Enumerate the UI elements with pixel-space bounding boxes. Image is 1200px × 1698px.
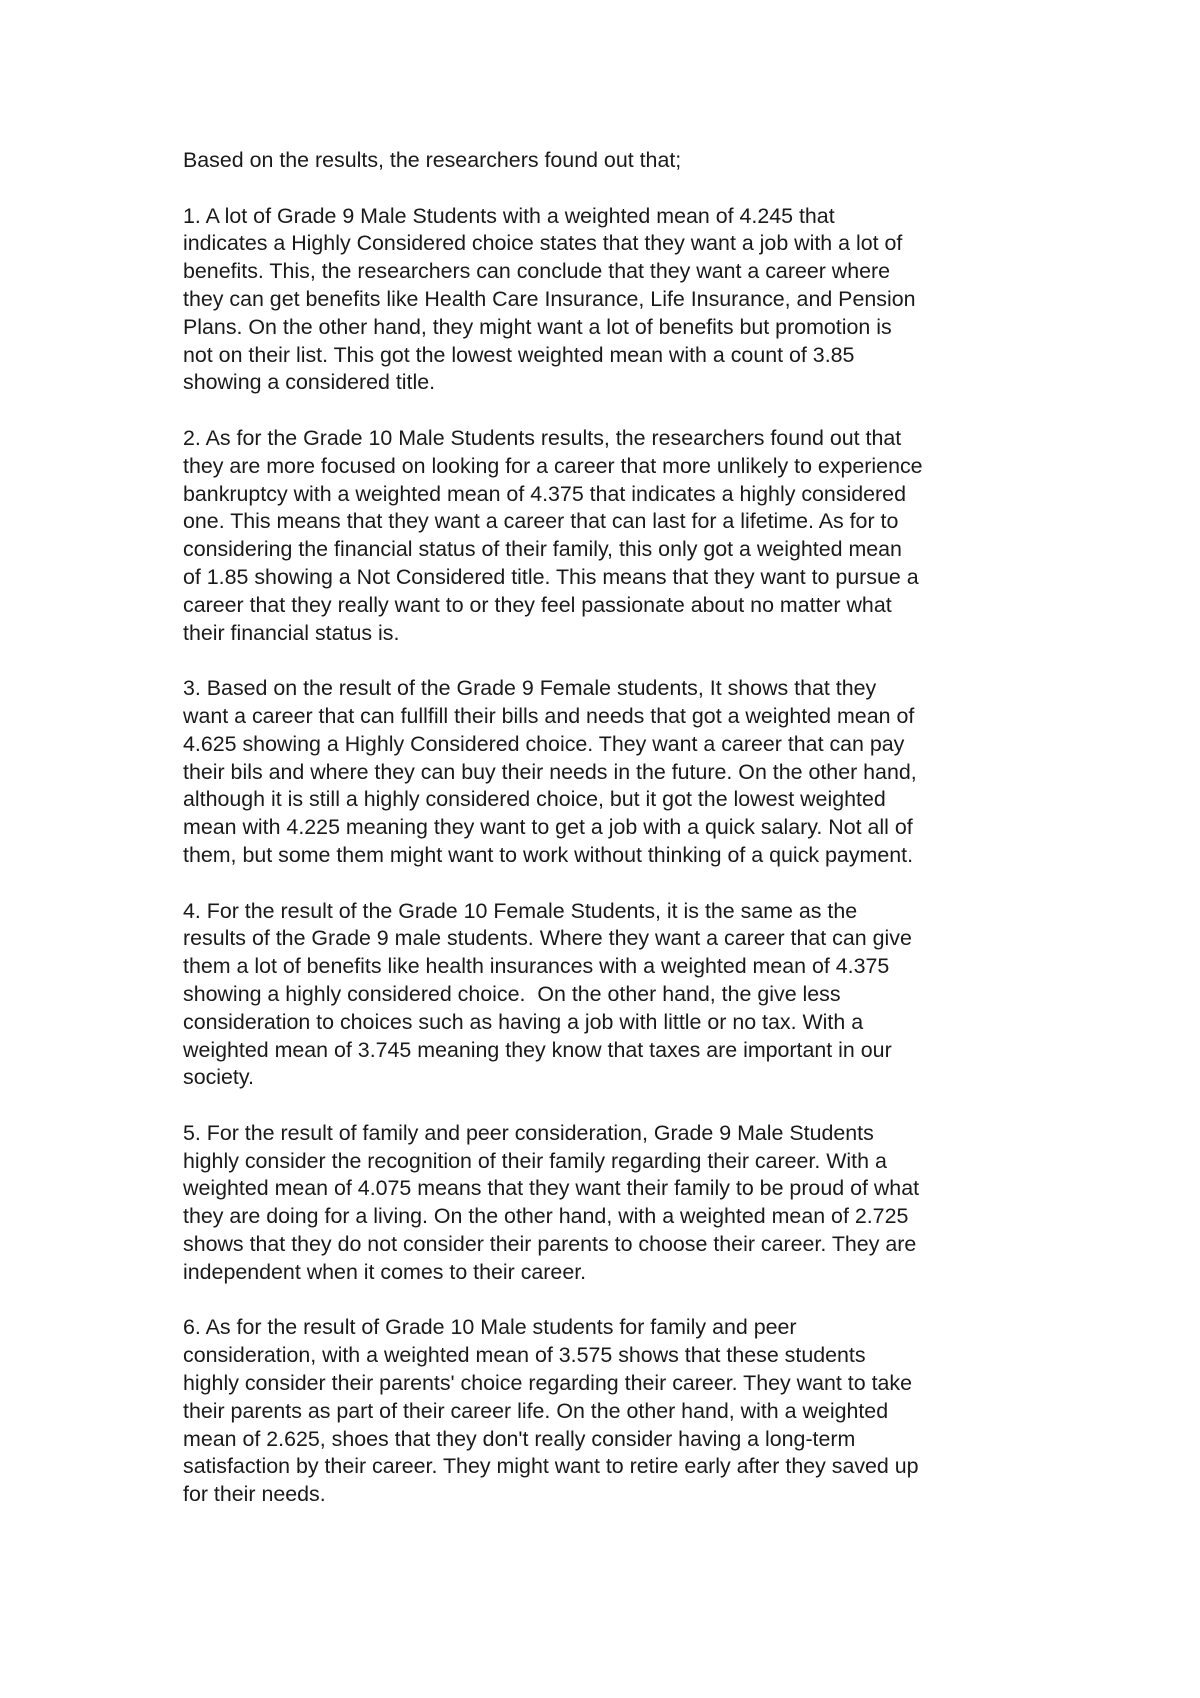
paragraph-line: of 1.85 showing a Not Considered title. This means that they want to pursue a [183,564,919,589]
paragraph-line: mean with 4.225 meaning they want to get a job with a quick salary. Not all of [183,815,913,840]
paragraph-line: 6. As for the result of Grade 10 Male students for family and peer [183,1315,797,1340]
intro-text: Based on the results, the researchers found out that; [183,148,682,172]
paragraph-line: they can get benefits like Health Care Insurance, Life Insurance, and Pension [183,286,916,311]
paragraph-line: them a lot of benefits like health insurances with a weighted mean of 4.375 [183,954,890,979]
paragraph-line: independent when it comes to their career. [183,1259,587,1284]
paragraph-line: highly consider their parents' choice regarding their career. They want to take [183,1371,912,1396]
paragraph-line: they are more focused on looking for a career that more unlikely to experience [183,453,923,478]
findings-list [183,203,1043,1509]
paragraph-line: benefits. This, the researchers can conclude that they want a career where [183,259,891,284]
paragraph-line: career that they really want to or they feel passionate about no matter what [183,592,892,617]
paragraph-line: consideration, with a weighted mean of 3.575 shows that these students [183,1343,866,1368]
finding-paragraph-2 [183,425,1043,647]
paragraph-line: 3. Based on the result of the Grade 9 Female students, It shows that they [183,676,877,701]
paragraph-line: 4.625 showing a Highly Considered choice. They want a career that can pay [183,731,905,756]
paragraph-line: 5. For the result of family and peer consideration, Grade 9 Male Students [183,1120,874,1145]
paragraph-line: highly consider the recognition of their family regarding their career. With a [183,1148,887,1173]
paragraph-line: want a career that can fullfill their bills and needs that got a weighted mean of [183,703,915,728]
paragraph-line: one. This means that they want a career that can last for a lifetime. As for to [183,509,899,534]
paragraph-line: satisfaction by their career. They might want to retire early after they saved up [183,1454,919,1479]
paragraph-line: weighted mean of 3.745 meaning they know that taxes are important in our [183,1037,892,1062]
paragraph-line: mean of 2.625, shoes that they don't really consider having a long-term [183,1426,856,1451]
paragraph-line: their bils and where they can buy their needs in the future. On the other hand, [183,759,917,784]
finding-paragraph-3 [183,675,1043,870]
paragraph-line: them, but some them might want to work without thinking of a quick payment. [183,842,914,867]
finding-paragraph-4 [183,898,1043,1093]
paragraph-line: although it is still a highly considered choice, but it got the lowest weighted [183,787,886,812]
paragraph-line: society. [183,1065,254,1090]
finding-paragraph-1 [183,203,1043,398]
document-page [183,147,1043,1537]
paragraph-line: consideration to choices such as having a job with little or no tax. With a [183,1009,864,1034]
finding-paragraph-5 [183,1120,1043,1287]
paragraph-line: 2. As for the Grade 10 Male Students results, the researchers found out that [183,425,902,450]
paragraph-line: 4. For the result of the Grade 10 Female Students, it is the same as the [183,898,858,923]
paragraph-line: bankruptcy with a weighted mean of 4.375 that indicates a highly considered [183,481,906,506]
paragraph-line: results of the Grade 9 male students. Where they want a career that can give [183,926,912,951]
paragraph-line: considering the financial status of their family, this only got a weighted mean [183,537,902,562]
paragraph-line: for their needs. [183,1482,326,1507]
paragraph-line: weighted mean of 4.075 means that they want their family to be proud of what [183,1176,920,1201]
paragraph-line: Plans. On the other hand, they might want a lot of benefits but promotion is [183,314,892,339]
paragraph-line: their financial status is. [183,620,400,645]
paragraph-line: they are doing for a living. On the other hand, with a weighted mean of 2.725 [183,1204,909,1229]
paragraph-line: indicates a Highly Considered choice states that they want a job with a lot of [183,231,903,256]
paragraph-line: 1. A lot of Grade 9 Male Students with a weighted mean of 4.245 that [183,203,835,228]
finding-paragraph-6 [183,1314,1043,1509]
paragraph-line: showing a highly considered choice. On the other hand, the give less [183,981,841,1006]
paragraph-line: their parents as part of their career life. On the other hand, with a weighted [183,1398,889,1423]
paragraph-line: showing a considered title. [183,370,436,395]
paragraph-line: not on their list. This got the lowest weighted mean with a count of 3.85 [183,342,855,367]
paragraph-line: shows that they do not consider their parents to choose their career. They are [183,1232,917,1257]
